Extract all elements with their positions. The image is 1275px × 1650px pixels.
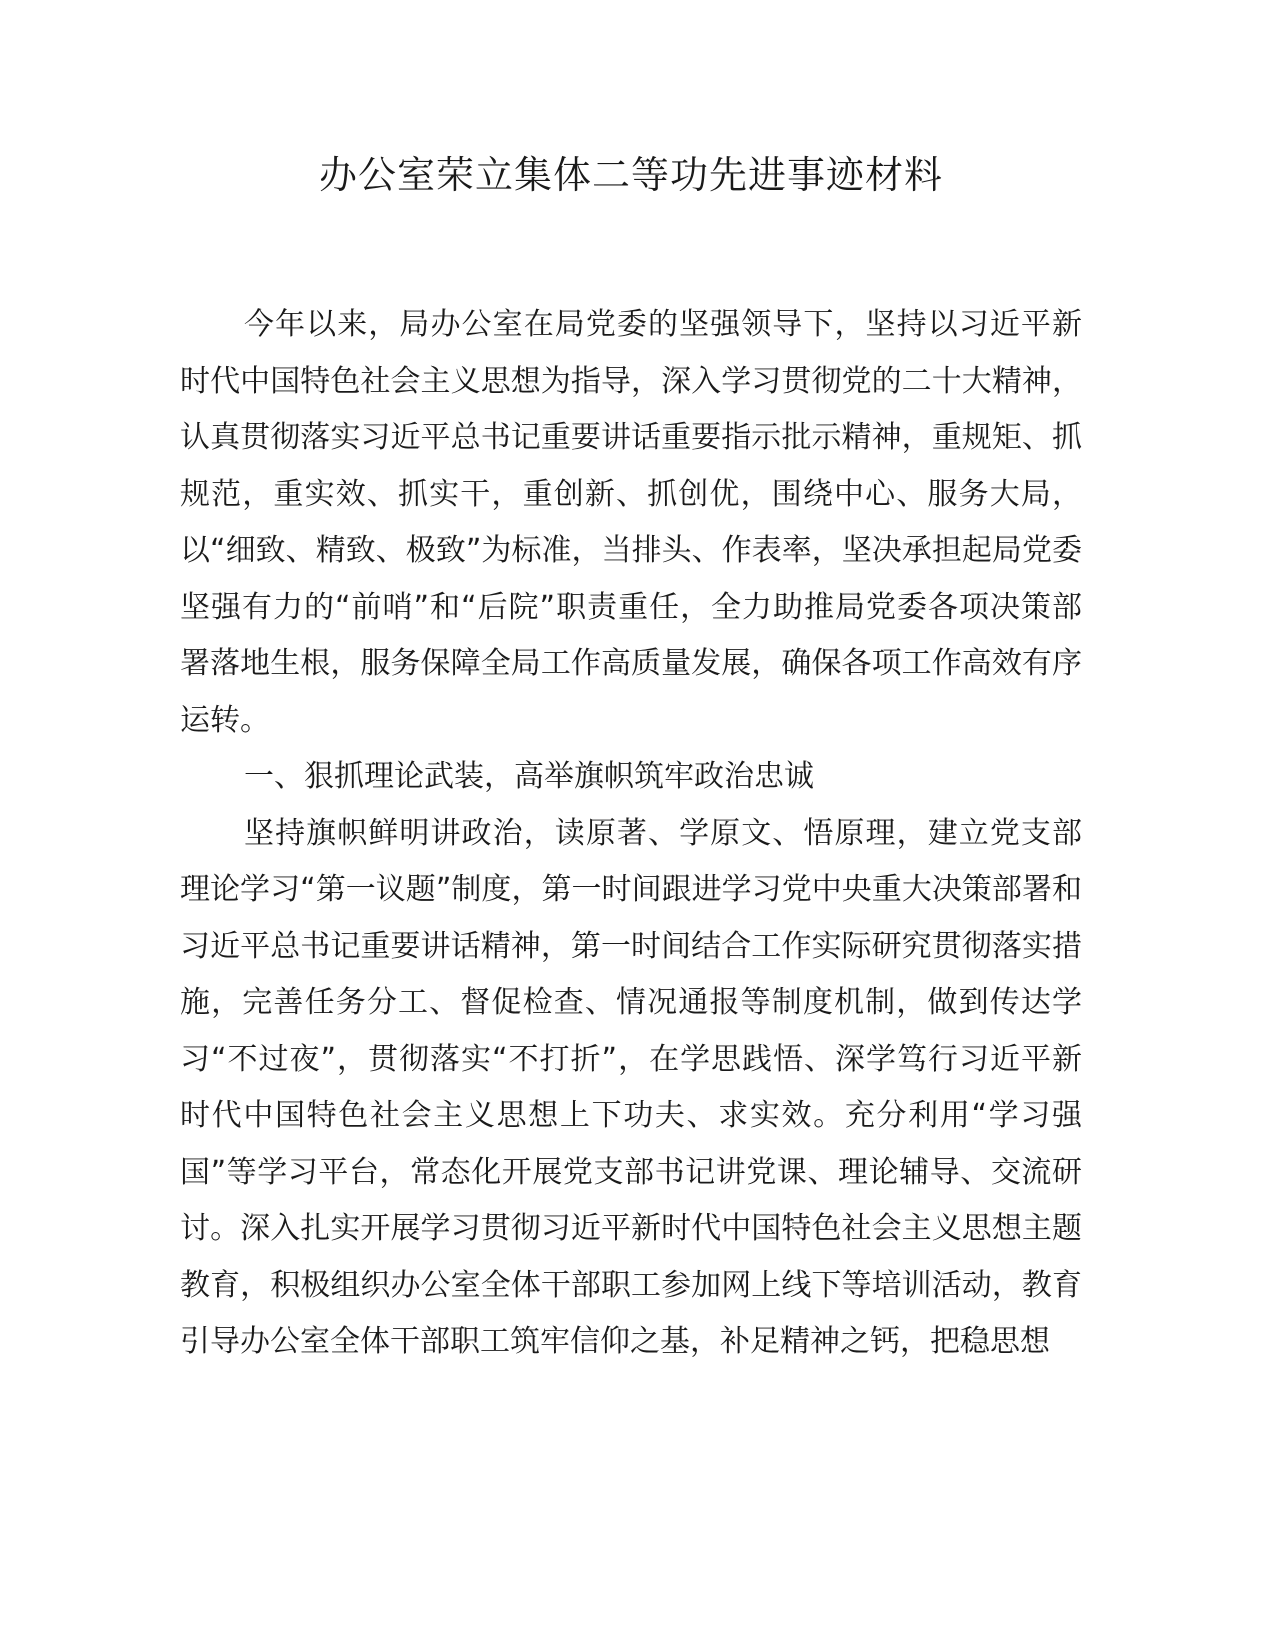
paragraph-section-1: 坚持旗帜鲜明讲政治，读原著、学原文、悟原理，建立党支部理论学习“第一议题”制度，第一时间跟进学习党中央重大决策部署和习近平总书记重要讲话精神，第一时间结合工作实际研究贯彻落实措施，完善任务分工、督促检查、情况通报等制度机制，做到传达学习“不过夜”，贯彻落实“不打折”，在学思践悟、深学笃行习近平新时代中国特色社会主义思想上下功夫、求实效。充分利用“学习强国”等学习平台，常态化开展党支部书记讲党课、理论辅导、交流研讨。深入扎实开展学习贯彻习近平新时代中国特色社会主义思想主题教育，积极组织办公室全体干部职工参加网上线下等培训活动，教育引导办公室全体干部职工筑牢信仰之基，补足精神之钙，把稳思想 [180, 815, 1082, 1359]
document-body [180, 297, 1082, 1371]
document-title: 办公室荣立集体二等功先进事迹材料 [318, 153, 943, 197]
paragraph-intro: 今年以来，局办公室在局党委的坚强领导下，坚持以习近平新时代中国特色社会主义思想为指导，深入学习贯彻党的二十大精神，认真贯彻落实习近平总书记重要讲话重要指示批示精神，重规矩、抓规范，重实效、抓实干，重创新、抓创优，围绕中心、服务大局，以“细致、精致、极致”为标准，当排头、作表率，坚决承担起局党委坚强有力的“前哨”和“后院”职责重任，全力助推局党委各项决策部署落地生根，服务保障全局工作高质量发展，确保各项工作高效有序运转。 [180, 307, 1082, 738]
section-heading-1: 一、狠抓理论武装，高举旗帜筑牢政治忠诚 [244, 759, 814, 794]
